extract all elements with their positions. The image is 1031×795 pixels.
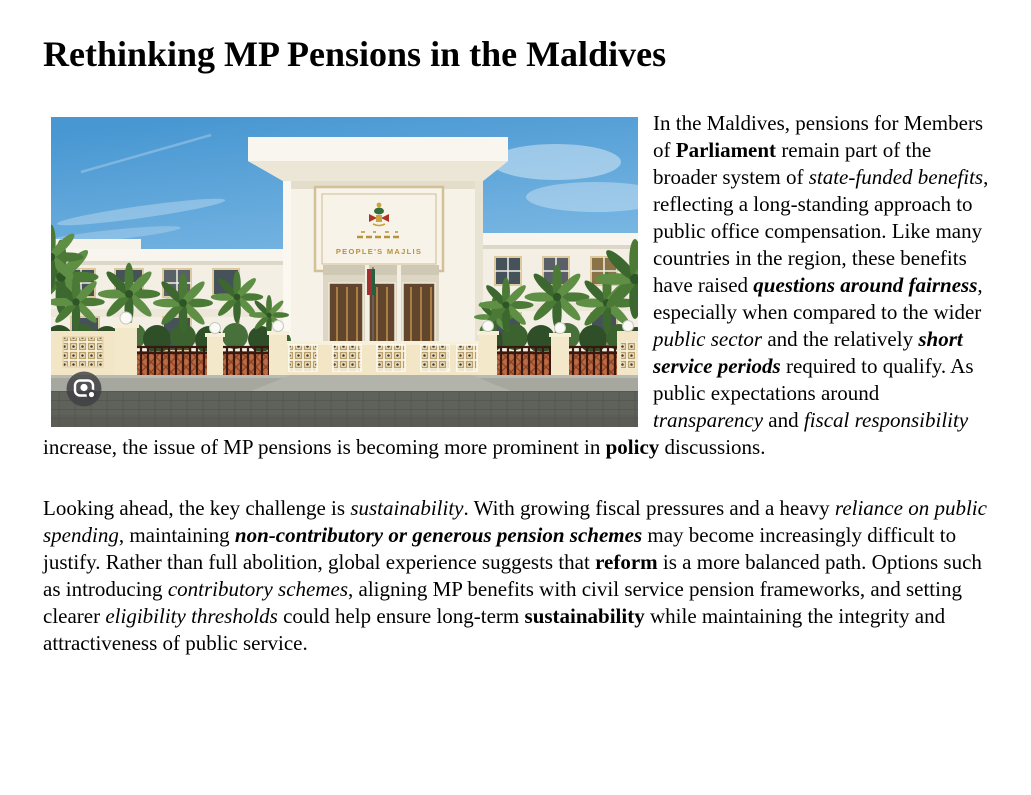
text-segment: reform	[595, 550, 658, 574]
document-page	[0, 32, 1031, 657]
text-segment: contributory schemes	[167, 577, 349, 601]
google-lens-button[interactable]	[67, 372, 102, 407]
text-segment: Parliament	[675, 138, 777, 162]
text-segment: may become increasingly difficult to justify. Rather than full abolition, global experience suggests that	[43, 523, 957, 574]
document-body	[43, 110, 991, 657]
text-segment: In the Maldives, pensions for Members of	[653, 111, 984, 162]
text-segment: transparency	[653, 408, 764, 432]
text-segment: reliance on public spending	[43, 496, 987, 547]
text-segment: , maintaining	[118, 523, 235, 547]
text-segment: , reflecting a long-standing approach to public office compensation. Like many countries in the region, these benefits have raised	[653, 165, 989, 297]
building-sign-text: PEOPLE'S MAJLIS	[335, 247, 423, 256]
text-segment: sustainability	[524, 604, 645, 628]
text-segment: discussions.	[659, 435, 766, 459]
text-segment: and	[763, 408, 804, 432]
text-segment: questions around fairness	[753, 273, 978, 297]
text-segment: short service periods	[653, 327, 963, 378]
parliament-photo[interactable]	[51, 117, 638, 427]
text-segment: policy	[605, 435, 660, 459]
text-segment: state-funded benefits	[808, 165, 984, 189]
text-segment: remain part of the broader system of	[653, 138, 932, 189]
paragraph	[43, 495, 991, 657]
text-segment: eligibility thresholds	[105, 604, 278, 628]
text-segment: Looking ahead, the key challenge is	[43, 496, 351, 520]
text-segment: , aligning MP benefits with civil service pension frameworks, and setting clearer	[43, 577, 962, 628]
page-title: Rethinking MP Pensions in the Maldives	[43, 34, 667, 74]
text-segment: is a more balanced path. Options such as introducing	[43, 550, 982, 601]
text-segment: , especially when compared to the wider	[653, 273, 983, 324]
text-segment: required to qualify. As public expectations around	[653, 354, 974, 405]
text-segment: non-contributory or generous pension schemes	[234, 523, 643, 547]
parliament-photo-graphic	[51, 117, 638, 427]
text-segment: while maintaining the integrity and attractiveness of public service.	[43, 604, 946, 655]
text-segment: sustainability	[350, 496, 464, 520]
text-segment: could help ensure long-term	[277, 604, 525, 628]
text-segment: increase, the issue of MP pensions is becoming more prominent in	[43, 435, 606, 459]
text-segment: . With growing fiscal pressures and a heavy	[463, 496, 835, 520]
text-segment: public sector	[653, 327, 763, 351]
text-segment: fiscal responsibility	[803, 408, 969, 432]
text-segment: and the relatively	[762, 327, 919, 351]
road	[51, 375, 638, 427]
